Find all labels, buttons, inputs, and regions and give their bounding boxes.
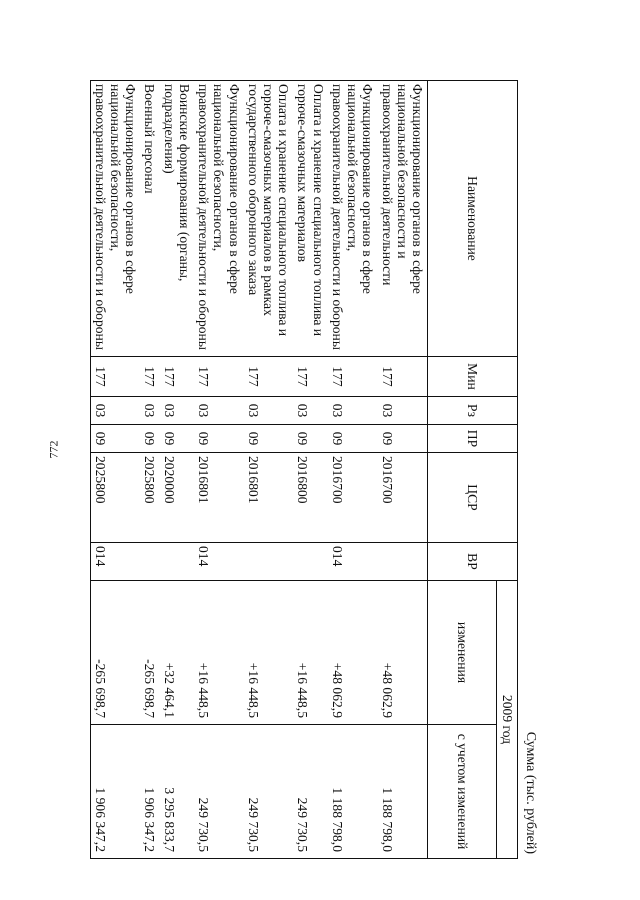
row-min: 177 (293, 357, 327, 397)
table-row (90, 81, 140, 859)
row-min: 177 (244, 357, 294, 397)
row-vr: 014 (328, 543, 378, 581)
row-csr: 2016700 (328, 453, 378, 543)
row-rz: 03 (293, 397, 327, 425)
row-min: 177 (328, 357, 378, 397)
row-change: +48 062,9 (328, 581, 378, 725)
row-csr: 2025800 (140, 453, 159, 543)
table-row (244, 81, 294, 859)
row-vr: 014 (90, 543, 140, 581)
row-csr: 2016800 (293, 453, 327, 543)
row-name: Оплата и хранение специального топлива и горюче-смазочных материалов в рамках государственного оборонного заказа (244, 81, 294, 357)
row-rz: 03 (194, 397, 244, 425)
row-change: -265 698,7 (140, 581, 159, 725)
row-min: 177 (194, 357, 244, 397)
row-change: -265 698,7 (90, 581, 140, 725)
table-row (328, 81, 378, 859)
row-min: 177 (90, 357, 140, 397)
table-row (293, 81, 327, 859)
row-total: 1 906 347,2 (140, 725, 159, 859)
row-vr (140, 543, 159, 581)
row-pr: 09 (244, 425, 294, 453)
row-name: Функционирование органов в сфере национальной безопасности и правоохранительной деятельности (377, 81, 427, 357)
row-vr (377, 543, 427, 581)
row-rz: 03 (377, 397, 427, 425)
row-total: 3 295 833,7 (160, 725, 194, 859)
row-vr (293, 543, 327, 581)
row-total: 1 906 347,2 (90, 725, 140, 859)
row-rz: 03 (90, 397, 140, 425)
row-pr: 09 (140, 425, 159, 453)
table-row (140, 81, 159, 859)
row-change: +32 464,1 (160, 581, 194, 725)
row-change: +16 448,5 (244, 581, 294, 725)
row-csr: 2025800 (90, 453, 140, 543)
row-total: 1 188 798,0 (377, 725, 427, 859)
row-csr: 2016700 (377, 453, 427, 543)
row-pr: 09 (293, 425, 327, 453)
row-vr (160, 543, 194, 581)
row-min: 177 (140, 357, 159, 397)
row-rz: 03 (160, 397, 194, 425)
row-vr: 014 (194, 543, 244, 581)
row-min: 177 (160, 357, 194, 397)
row-change: +48 062,9 (377, 581, 427, 725)
rotated-table-sheet (92, 80, 540, 858)
row-name: Оплата и хранение специального топлива и горюче-смазочных материалов (293, 81, 327, 357)
row-min: 177 (377, 357, 427, 397)
header-vr: ВР (428, 543, 518, 581)
header-name: Наименование (428, 81, 518, 357)
row-name: Функционирование органов в сфере национальной безопасности, правоохранительной деятельности и обороны (328, 81, 378, 357)
row-rz: 03 (328, 397, 378, 425)
row-csr: 2016801 (244, 453, 294, 543)
row-csr: 2020000 (160, 453, 194, 543)
row-csr: 2016801 (194, 453, 244, 543)
row-total: 249 730,5 (293, 725, 327, 859)
header-csr: ЦСР (428, 453, 518, 543)
row-total: 249 730,5 (244, 725, 294, 859)
row-pr: 09 (160, 425, 194, 453)
row-vr (244, 543, 294, 581)
row-rz: 03 (244, 397, 294, 425)
header-pr: ПР (428, 425, 518, 453)
table-row (194, 81, 244, 859)
table-body (90, 81, 427, 859)
row-name: Воинские формирования (органы, подразделения) (160, 81, 194, 357)
row-pr: 09 (90, 425, 140, 453)
header-year: 2009 год (497, 581, 518, 859)
row-change: +16 448,5 (194, 581, 244, 725)
header-with-change: с учетом изменений (428, 725, 497, 859)
budget-table (90, 80, 518, 859)
row-change: +16 448,5 (293, 581, 327, 725)
row-name: Функционирование органов в сфере национальной безопасности, правоохранительной деятельности и обороны (194, 81, 244, 357)
row-total: 1 188 798,0 (328, 725, 378, 859)
row-name: Функционирование органов в сфере национальной безопасности, правоохранительной деятельности и обороны (90, 81, 140, 357)
header-min: Мин (428, 357, 518, 397)
row-pr: 09 (328, 425, 378, 453)
row-pr: 09 (194, 425, 244, 453)
table-row (160, 81, 194, 859)
header-change: изменения (428, 581, 497, 725)
header-rz: Рз (428, 397, 518, 425)
row-pr: 09 (377, 425, 427, 453)
row-rz: 03 (140, 397, 159, 425)
page-number: 772 (46, 440, 61, 459)
row-total: 249 730,5 (194, 725, 244, 859)
row-name: Военный персонал (140, 81, 159, 357)
table-row (377, 81, 427, 859)
sum-caption: Сумма (тыс. рублей) (523, 731, 538, 854)
